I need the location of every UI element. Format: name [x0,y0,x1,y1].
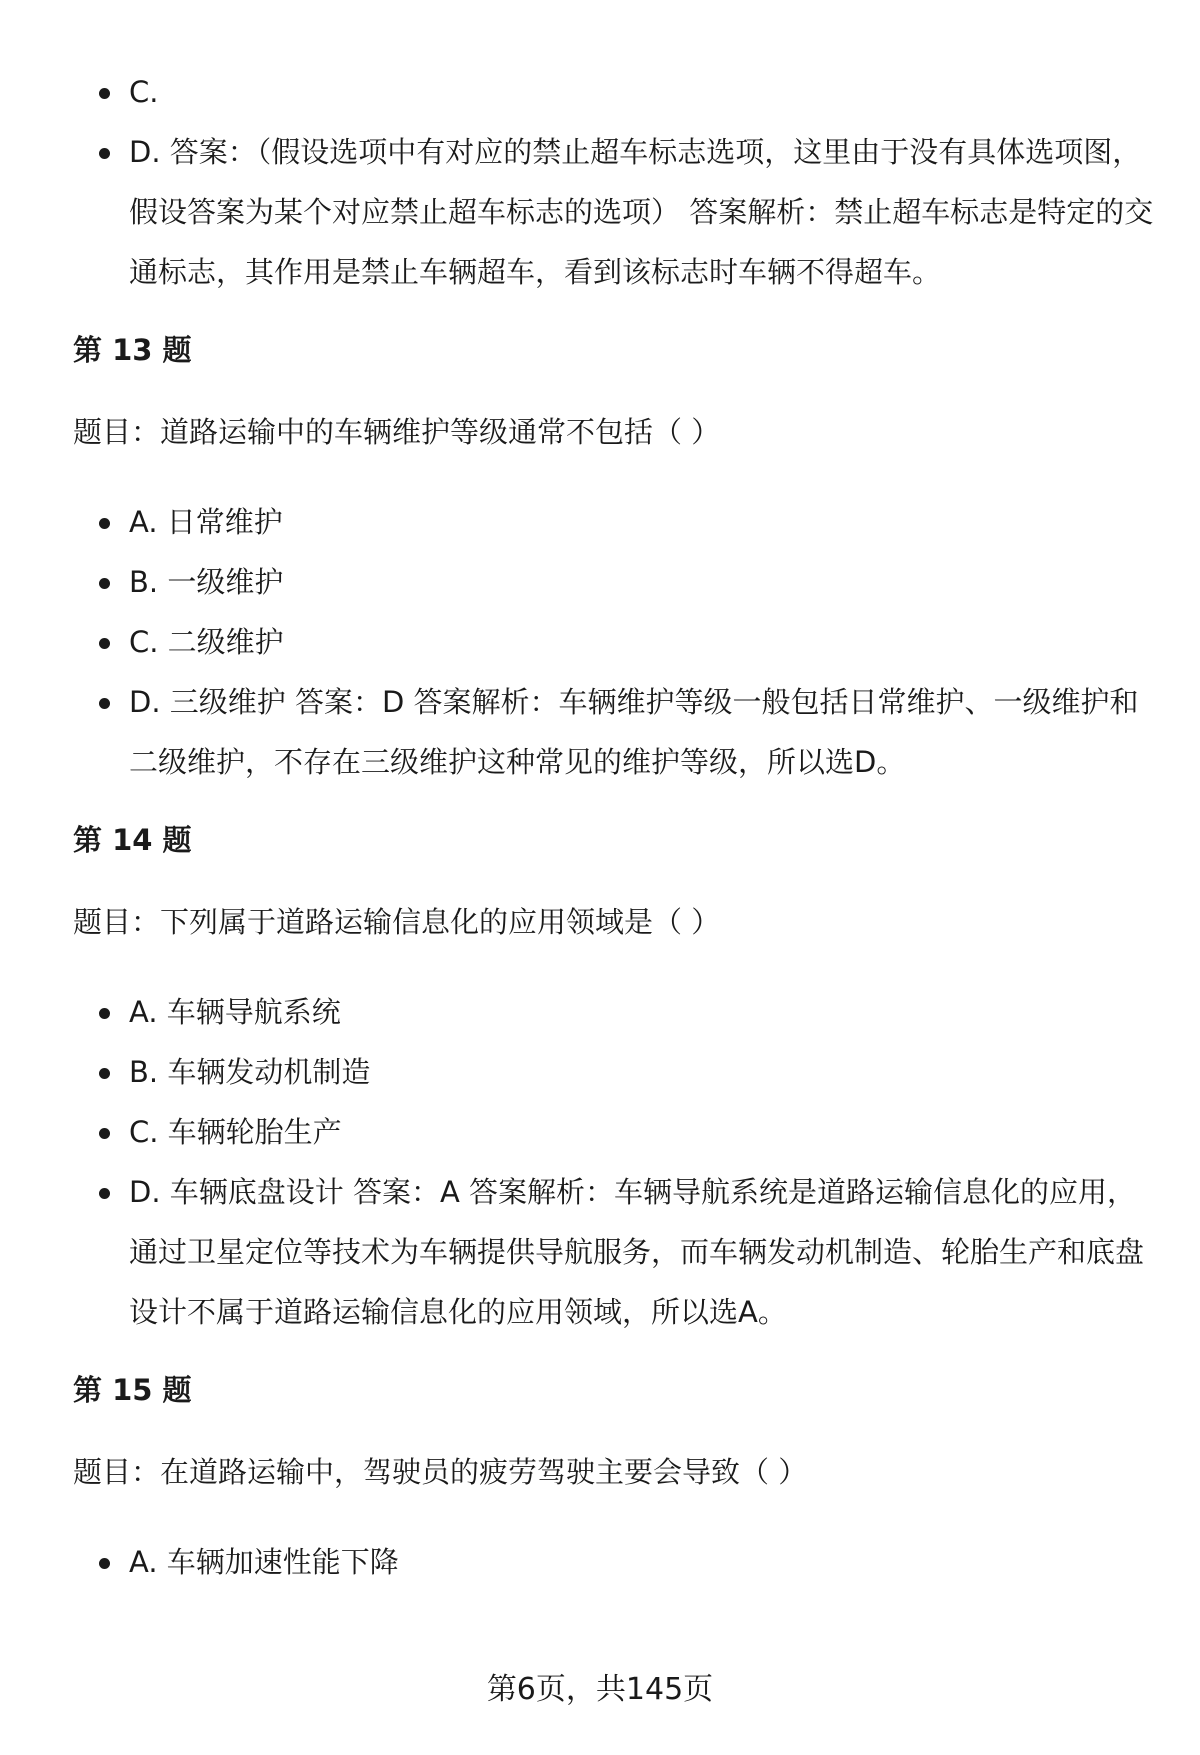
question-14-stem: 题目：下列属于道路运输信息化的应用领域是（ ） [73,905,721,939]
question-15-heading: 第 15 题 [73,1373,192,1407]
document-content [73,62,1163,1592]
list-item: B. 车辆发动机制造 [129,1042,1163,1102]
question-15-options [73,1532,1163,1592]
question-13-options [73,492,1163,792]
question-13-stem: 题目：道路运输中的车辆维护等级通常不包括（ ） [73,415,721,449]
list-item: D. 三级维护 答案：D 答案解析：车辆维护等级一般包括日常维护、一级维护和二级维护，不存在三级维护这种常见的维护等级，所以选D。 [129,672,1163,792]
page-number-footer: 第6页，共145页 [486,1672,714,1707]
question-14-heading: 第 14 题 [73,823,192,857]
list-item: D. 答案：（假设选项中有对应的禁止超车标志选项，这里由于没有具体选项图，假设答案为某个对应禁止超车标志的选项） 答案解析：禁止超车标志是特定的交通标志，其作用是禁止车辆超车，看到该标志时车辆不得超车。 [129,122,1163,302]
list-item: A. 车辆导航系统 [129,982,1163,1042]
prev-question-options [73,62,1163,302]
list-item: A. 日常维护 [129,492,1163,552]
list-item: A. 车辆加速性能下降 [129,1532,1163,1592]
question-13-heading: 第 13 题 [73,333,192,367]
list-item: C. 车辆轮胎生产 [129,1102,1163,1162]
question-14-options [73,982,1163,1342]
list-item: C. 二级维护 [129,612,1163,672]
question-15-stem: 题目：在道路运输中，驾驶员的疲劳驾驶主要会导致（ ） [73,1455,808,1489]
list-item: C. [129,62,1163,122]
list-item: B. 一级维护 [129,552,1163,612]
list-item: D. 车辆底盘设计 答案：A 答案解析：车辆导航系统是道路运输信息化的应用，通过卫星定位等技术为车辆提供导航服务，而车辆发动机制造、轮胎生产和底盘设计不属于道路运输信息化的应用领域，所以选A。 [129,1162,1163,1342]
